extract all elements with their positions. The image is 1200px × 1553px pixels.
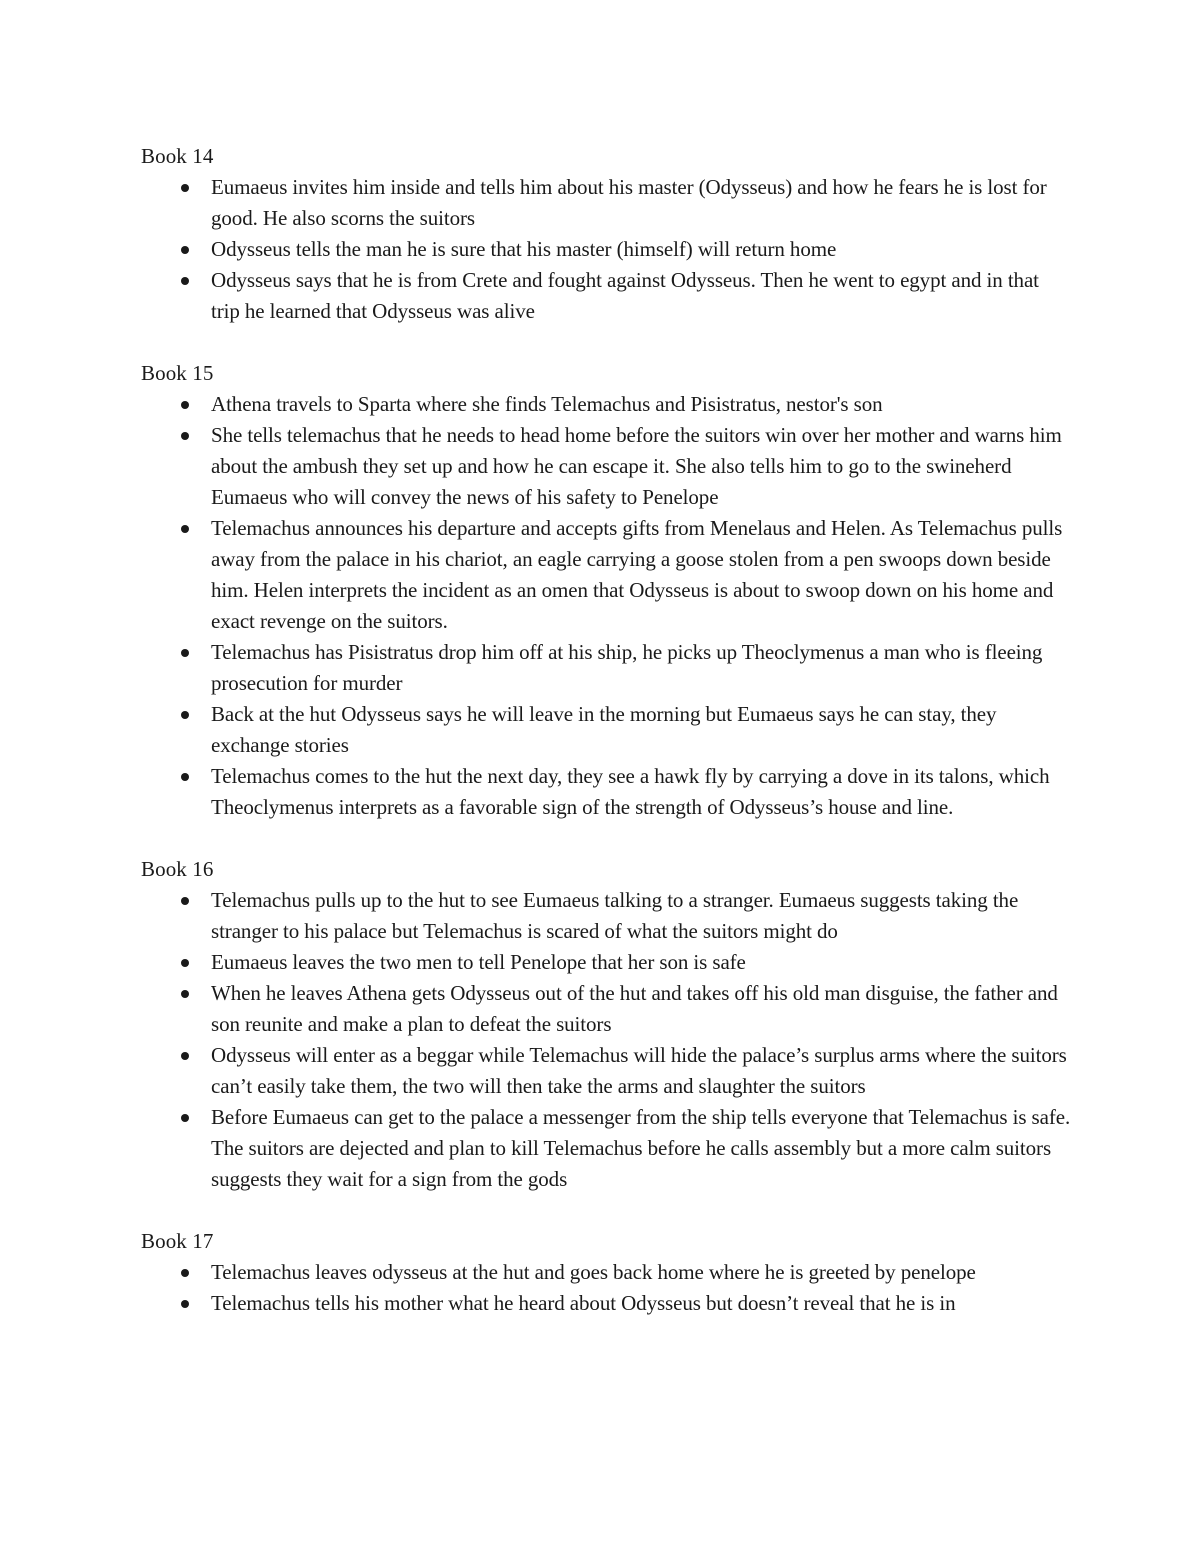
bullet-dot-icon	[181, 246, 189, 254]
bullet-list	[141, 389, 1071, 823]
list-item	[141, 172, 1071, 234]
bullet-dot-icon	[181, 1052, 189, 1060]
bullet-dot-icon	[181, 277, 189, 285]
list-item-text: Athena travels to Sparta where she finds Telemachus and Pisistratus, nestor's son	[211, 392, 883, 416]
section-heading: Book 16	[141, 857, 214, 881]
bullet-list	[141, 1257, 1071, 1319]
list-item	[141, 699, 1071, 761]
list-item-text: Odysseus will enter as a beggar while Telemachus will hide the palace’s surplus arms where the suitors can’t easily take them, the two will then take the arms and slaughter the suitors	[211, 1043, 1067, 1098]
bullet-list	[141, 172, 1071, 327]
bullet-dot-icon	[181, 649, 189, 657]
list-item	[141, 420, 1071, 513]
bullet-dot-icon	[181, 1300, 189, 1308]
bullet-dot-icon	[181, 711, 189, 719]
list-item-text: Telemachus leaves odysseus at the hut and goes back home where he is greeted by penelope	[211, 1260, 976, 1284]
list-item	[141, 947, 1071, 978]
list-item-text: Telemachus has Pisistratus drop him off at his ship, he picks up Theoclymenus a man who is fleeing prosecution for murder	[211, 640, 1043, 695]
list-item-text: She tells telemachus that he needs to head home before the suitors win over her mother and warns him about the ambush they set up and how he can escape it. She also tells him to go to the swineherd Eumaeus who will convey the news of his safety to Penelope	[211, 423, 1062, 509]
list-item-text: Eumaeus invites him inside and tells him about his master (Odysseus) and how he fears he is lost for good. He also scorns the suitors	[211, 175, 1047, 230]
bullet-dot-icon	[181, 525, 189, 533]
book-section	[141, 358, 1071, 823]
document-page	[141, 141, 1071, 1350]
section-heading: Book 15	[141, 361, 214, 385]
list-item-text: Eumaeus leaves the two men to tell Penelope that her son is safe	[211, 950, 746, 974]
list-item-text: Back at the hut Odysseus says he will leave in the morning but Eumaeus says he can stay, they exchange stories	[211, 702, 997, 757]
list-item	[141, 978, 1071, 1040]
list-item-text: Odysseus says that he is from Crete and fought against Odysseus. Then he went to egypt and in that trip he learned that Odysseus was alive	[211, 268, 1039, 323]
list-item-text: When he leaves Athena gets Odysseus out of the hut and takes off his old man disguise, the father and son reunite and make a plan to defeat the suitors	[211, 981, 1058, 1036]
list-item	[141, 637, 1071, 699]
list-item-text: Before Eumaeus can get to the palace a messenger from the ship tells everyone that Telemachus is safe. The suitors are dejected and plan to kill Telemachus before he calls assembly but a more calm suitors suggests they wait for a sign from the gods	[211, 1105, 1071, 1191]
bullet-dot-icon	[181, 1114, 189, 1122]
list-item-text: Telemachus pulls up to the hut to see Eumaeus talking to a stranger. Eumaeus suggests taking the stranger to his palace but Telemachus is scared of what the suitors might do	[211, 888, 1019, 943]
list-item	[141, 1040, 1071, 1102]
list-item	[141, 265, 1071, 327]
list-item	[141, 234, 1071, 265]
list-item-text: Odysseus tells the man he is sure that his master (himself) will return home	[211, 237, 837, 261]
book-section	[141, 854, 1071, 1195]
section-heading: Book 14	[141, 144, 214, 168]
list-item	[141, 885, 1071, 947]
list-item-text: Telemachus comes to the hut the next day, they see a hawk fly by carrying a dove in its talons, which Theoclymenus interprets as a favorable sign of the strength of Odysseus’s house and line.	[211, 764, 1050, 819]
bullet-dot-icon	[181, 959, 189, 967]
bullet-dot-icon	[181, 184, 189, 192]
bullet-dot-icon	[181, 897, 189, 905]
bullet-dot-icon	[181, 990, 189, 998]
book-section	[141, 1226, 1071, 1319]
book-section	[141, 141, 1071, 327]
bullet-dot-icon	[181, 1269, 189, 1277]
list-item	[141, 1257, 1071, 1288]
list-item	[141, 1288, 1071, 1319]
bullet-dot-icon	[181, 432, 189, 440]
bullet-dot-icon	[181, 401, 189, 409]
bullet-list	[141, 885, 1071, 1195]
list-item-text: Telemachus announces his departure and accepts gifts from Menelaus and Helen. As Telemachus pulls away from the palace in his chariot, an eagle carrying a goose stolen from a pen swoops down beside him. Helen interprets the incident as an omen that Odysseus is about to swoop down on his home and exact revenge on the suitors.	[211, 516, 1063, 633]
list-item	[141, 1102, 1071, 1195]
section-heading: Book 17	[141, 1229, 214, 1253]
bullet-dot-icon	[181, 773, 189, 781]
list-item-text: Telemachus tells his mother what he heard about Odysseus but doesn’t reveal that he is in	[211, 1291, 956, 1315]
list-item	[141, 761, 1071, 823]
list-item	[141, 513, 1071, 637]
list-item	[141, 389, 1071, 420]
